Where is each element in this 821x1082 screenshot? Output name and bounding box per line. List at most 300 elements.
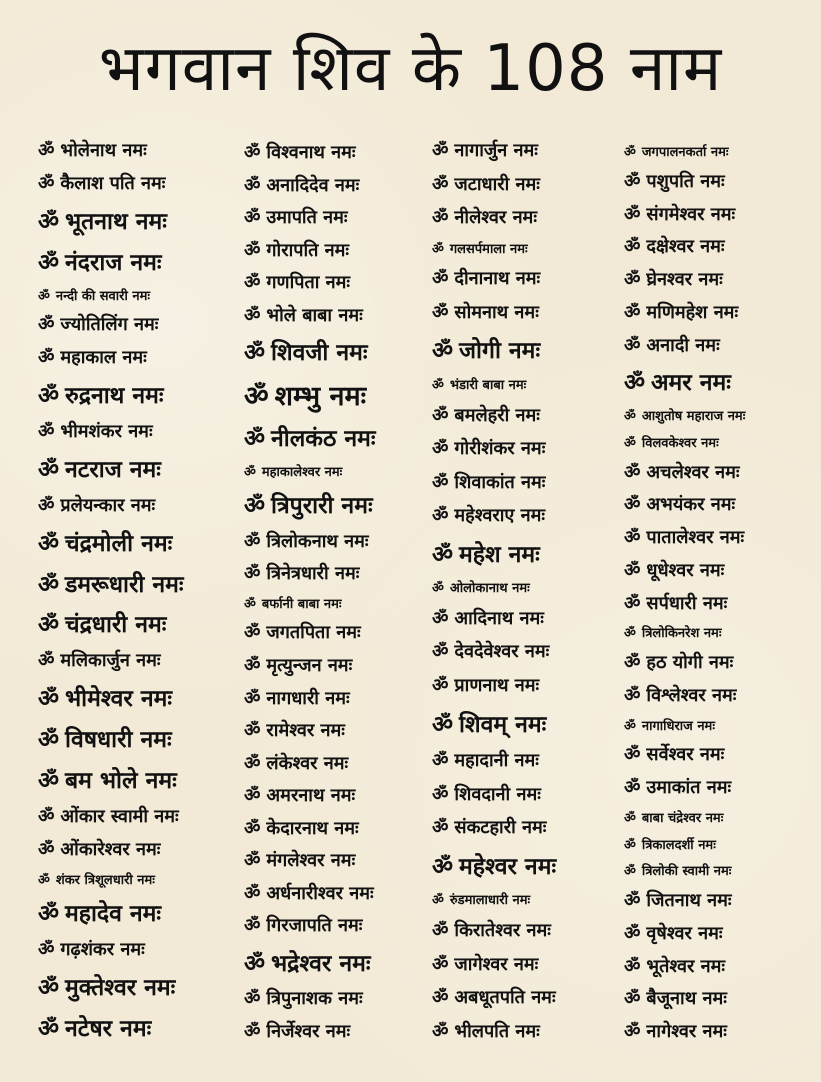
- name-text: शिवाकांत नमः: [454, 471, 546, 493]
- name-text: नागार्जुन नमः: [454, 140, 538, 161]
- om-symbol-icon: ॐ: [244, 950, 265, 977]
- om-symbol-icon: ॐ: [432, 641, 449, 663]
- om-symbol-icon: ॐ: [38, 805, 55, 827]
- name-text: वृषेश्वर नमः: [646, 922, 723, 944]
- name-entry: [38, 970, 244, 1002]
- name-text: भोले बाबा नमः: [266, 304, 363, 326]
- name-entry: [38, 648, 244, 672]
- om-symbol-icon: ॐ: [244, 785, 261, 807]
- name-entry: [624, 169, 798, 193]
- om-symbol-icon: ॐ: [244, 272, 261, 294]
- name-text: नंदराज नमः: [64, 249, 162, 276]
- name-entry: [244, 173, 432, 197]
- om-symbol-icon: ॐ: [624, 718, 636, 734]
- name-entry: [38, 345, 244, 369]
- name-entry: [624, 861, 798, 879]
- name-text: बम भोले नमः: [64, 767, 177, 794]
- name-text: देवदेवेश्वर नमः: [454, 641, 550, 663]
- om-symbol-icon: ॐ: [432, 404, 449, 426]
- om-symbol-icon: ॐ: [624, 494, 641, 516]
- om-symbol-icon: ॐ: [38, 249, 59, 276]
- name-text: भीलपति नमः: [454, 1020, 540, 1042]
- om-symbol-icon: ॐ: [432, 581, 444, 597]
- om-symbol-icon: ॐ: [38, 383, 59, 410]
- name-text: भूतेश्वर नमः: [646, 955, 726, 977]
- name-text: महेश्वर नमः: [458, 853, 557, 880]
- name-entry: [244, 946, 432, 978]
- om-symbol-icon: ॐ: [432, 783, 449, 805]
- om-symbol-icon: ॐ: [432, 711, 453, 738]
- om-symbol-icon: ॐ: [38, 686, 59, 713]
- om-symbol-icon: ॐ: [38, 208, 59, 235]
- name-entry: [38, 312, 244, 336]
- om-symbol-icon: ॐ: [624, 236, 641, 258]
- name-text: अचलेश्वर नमः: [646, 461, 740, 483]
- om-symbol-icon: ॐ: [432, 817, 449, 839]
- name-text: त्रिपुनाशक नमः: [266, 988, 363, 1010]
- om-symbol-icon: ॐ: [624, 559, 641, 581]
- name-text: अमर नमः: [650, 370, 731, 397]
- name-text: घ्रेनश्वर नमः: [646, 269, 723, 290]
- name-text: रामेश्वर नमः: [266, 720, 345, 742]
- name-entry: [38, 1011, 244, 1043]
- name-entry: [432, 503, 624, 527]
- name-entry: [244, 783, 432, 807]
- name-entry: [432, 333, 624, 365]
- name-entry: [432, 890, 624, 908]
- name-entry: [624, 716, 798, 734]
- name-text: बैजूनाथ नमः: [646, 988, 727, 1010]
- name-text: भीमशंकर नमः: [60, 421, 153, 442]
- name-text: भद्रेश्वर नमः: [270, 950, 371, 977]
- name-entry: [432, 985, 624, 1009]
- om-symbol-icon: ॐ: [38, 727, 59, 753]
- name-text: महाकालेश्वर नमः: [261, 464, 343, 480]
- name-entry: [432, 138, 624, 162]
- name-text: ओलोकानाथ नमः: [449, 581, 530, 597]
- om-symbol-icon: ॐ: [244, 752, 261, 774]
- name-text: दीनानाथ नमः: [454, 268, 541, 290]
- name-entry: [432, 266, 624, 290]
- name-entry: [624, 492, 798, 516]
- name-entry: [244, 488, 432, 520]
- name-entry: [432, 782, 624, 806]
- name-entry: [244, 686, 432, 710]
- name-entry: [432, 952, 624, 976]
- om-symbol-icon: ॐ: [244, 654, 261, 676]
- om-symbol-icon: ॐ: [432, 953, 449, 975]
- name-text: जितनाथ नमः: [646, 890, 732, 911]
- name-entry: [432, 748, 624, 772]
- om-symbol-icon: ॐ: [38, 172, 55, 194]
- name-text: त्रिनेत्रधारी नमः: [266, 563, 360, 585]
- name-entry: [38, 870, 244, 888]
- om-symbol-icon: ॐ: [38, 140, 55, 161]
- om-symbol-icon: ॐ: [624, 203, 641, 225]
- name-text: जगपालनकर्ता नमः: [641, 145, 729, 160]
- om-symbol-icon: ॐ: [432, 207, 449, 229]
- name-text: विलवकेश्वर नमः: [641, 435, 719, 451]
- om-symbol-icon: ॐ: [624, 435, 636, 451]
- name-text: आशुतोष महाराज नमः: [641, 409, 746, 424]
- name-entry: [432, 205, 624, 229]
- name-text: चंद्रमोली नमः: [64, 530, 173, 557]
- name-text: जगतपिता नमः: [266, 622, 361, 644]
- name-entry: [624, 300, 798, 324]
- name-entry: [432, 707, 624, 739]
- name-entry: [244, 594, 432, 612]
- name-entry: [432, 300, 624, 324]
- name-entry: [624, 921, 798, 945]
- om-symbol-icon: ॐ: [624, 890, 641, 911]
- name-entry: [38, 681, 244, 713]
- name-text: विश्लेश्वर नमः: [646, 684, 737, 706]
- name-text: भंडारी बाबा नमः: [449, 377, 527, 393]
- name-text: निर्जेश्वर नमः: [266, 1020, 351, 1042]
- name-entry: [244, 881, 432, 905]
- om-symbol-icon: ॐ: [624, 592, 641, 614]
- name-text: सर्पधारी नमः: [646, 592, 728, 614]
- name-text: रुंडमालाधारी नमः: [449, 893, 531, 909]
- name-text: त्रिपुरारी नमः: [270, 493, 373, 520]
- name-entry: [38, 452, 244, 484]
- name-text: महाकाल नमः: [60, 347, 147, 369]
- name-entry: [38, 763, 244, 795]
- om-symbol-icon: ॐ: [624, 527, 641, 548]
- om-symbol-icon: ॐ: [244, 622, 261, 644]
- om-symbol-icon: ॐ: [432, 750, 449, 772]
- om-symbol-icon: ॐ: [244, 493, 265, 520]
- name-entry: [244, 1019, 432, 1043]
- name-entry: [624, 365, 798, 397]
- name-text: दक्षेश्वर नमः: [646, 236, 725, 258]
- name-entry: [244, 335, 432, 367]
- name-entry: [624, 888, 798, 912]
- om-symbol-icon: ॐ: [38, 421, 55, 442]
- name-entry: [38, 937, 244, 961]
- name-entry: [624, 683, 798, 707]
- om-symbol-icon: ॐ: [38, 975, 59, 1002]
- name-text: महादानी नमः: [454, 750, 539, 772]
- name-entry: [624, 202, 798, 226]
- om-symbol-icon: ॐ: [624, 864, 636, 880]
- name-entry: [244, 848, 432, 872]
- om-symbol-icon: ॐ: [432, 377, 444, 393]
- name-entry: [244, 238, 432, 262]
- name-entry: [38, 286, 244, 304]
- name-entry: [432, 172, 624, 196]
- name-text: प्रलेयन्कार नमः: [60, 494, 156, 516]
- name-entry: [244, 270, 432, 294]
- om-symbol-icon: ॐ: [244, 174, 261, 196]
- name-entry: [624, 954, 798, 978]
- name-text: अनादिदेव नमः: [266, 174, 360, 196]
- name-entry: [624, 406, 798, 424]
- name-entry: [244, 653, 432, 677]
- name-text: नागेश्वर नमः: [646, 1021, 727, 1042]
- name-text: मंगलेश्वर नमः: [266, 850, 356, 872]
- om-symbol-icon: ॐ: [244, 207, 261, 229]
- name-text: गोरापति नमः: [266, 239, 350, 261]
- name-text: अमरनाथ नमः: [266, 785, 356, 807]
- name-entry: [432, 639, 624, 663]
- name-text: लंकेश्वर नमः: [266, 752, 349, 774]
- om-symbol-icon: ॐ: [38, 494, 55, 516]
- name-text: बर्फानी बाबा नमः: [261, 596, 342, 612]
- om-symbol-icon: ॐ: [244, 1020, 261, 1042]
- name-entry: [432, 239, 624, 257]
- name-text: उमाकांत नमः: [646, 777, 732, 798]
- name-entry: [624, 558, 798, 582]
- name-text: ओंकार स्वामी नमः: [60, 805, 179, 827]
- om-symbol-icon: ॐ: [432, 675, 449, 696]
- name-entry: [624, 267, 798, 291]
- name-text: पशुपति नमः: [646, 170, 725, 192]
- name-text: महेश्वराए नमः: [454, 505, 546, 527]
- om-symbol-icon: ॐ: [244, 464, 256, 480]
- name-text: शिवजी नमः: [270, 340, 368, 367]
- om-symbol-icon: ॐ: [432, 853, 453, 880]
- name-entry: [244, 140, 432, 164]
- om-symbol-icon: ॐ: [38, 1016, 59, 1042]
- name-entry: [432, 1019, 624, 1043]
- om-symbol-icon: ॐ: [244, 850, 261, 872]
- name-text: भोलेनाथ नमः: [60, 140, 147, 161]
- om-symbol-icon: ॐ: [624, 988, 641, 1010]
- name-text: भीमेश्वर नमः: [64, 686, 173, 713]
- name-text: गणपिता नमः: [266, 272, 351, 294]
- name-text: मणिमहेश नमः: [646, 301, 739, 323]
- om-symbol-icon: ॐ: [432, 541, 453, 568]
- om-symbol-icon: ॐ: [624, 370, 645, 397]
- name-entry: [38, 837, 244, 861]
- om-symbol-icon: ॐ: [624, 922, 641, 944]
- name-entry: [244, 303, 432, 327]
- name-entry: [38, 204, 244, 236]
- om-symbol-icon: ॐ: [38, 939, 55, 961]
- om-symbol-icon: ॐ: [38, 288, 50, 304]
- om-symbol-icon: ॐ: [244, 882, 261, 904]
- name-entry: [432, 578, 624, 596]
- name-entry: [624, 333, 798, 357]
- name-text: नीलेश्वर नमः: [454, 207, 537, 229]
- om-symbol-icon: ॐ: [244, 988, 261, 1010]
- name-entry: [624, 142, 798, 160]
- om-symbol-icon: ॐ: [432, 338, 453, 365]
- name-entry: [38, 419, 244, 443]
- name-text: नन्दी की सवारी नमः: [55, 288, 150, 304]
- name-entry: [624, 525, 798, 549]
- om-symbol-icon: ॐ: [432, 607, 449, 629]
- om-symbol-icon: ॐ: [432, 140, 449, 161]
- om-symbol-icon: ॐ: [244, 239, 261, 261]
- names-column-2: [244, 138, 432, 1043]
- name-text: शंकर त्रिशूलधारी नमः: [55, 872, 155, 888]
- name-text: उमापति नमः: [266, 207, 348, 229]
- names-grid: [38, 138, 798, 1043]
- name-entry: [624, 775, 798, 799]
- name-text: त्रिलोकनाथ नमः: [266, 530, 369, 552]
- om-symbol-icon: ॐ: [624, 409, 636, 424]
- name-text: त्रिलोकी स्वामी नमः: [641, 864, 732, 880]
- name-entry: [244, 913, 432, 937]
- om-symbol-icon: ॐ: [432, 471, 449, 493]
- name-entry: [38, 138, 244, 162]
- om-symbol-icon: ॐ: [624, 810, 636, 826]
- name-entry: [432, 673, 624, 697]
- name-entry: [432, 606, 624, 630]
- name-entry: [624, 650, 798, 674]
- name-text: जटाधारी नमः: [454, 173, 540, 195]
- name-text: अभयंकर नमः: [646, 494, 736, 516]
- name-text: गलसर्पमाला नमः: [449, 241, 528, 257]
- om-symbol-icon: ॐ: [244, 530, 261, 552]
- name-text: त्रिलोकिनरेश नमः: [641, 626, 722, 642]
- om-symbol-icon: ॐ: [432, 505, 449, 527]
- name-text: जोगी नमः: [458, 338, 541, 365]
- om-symbol-icon: ॐ: [244, 563, 261, 585]
- name-entry: [624, 835, 798, 853]
- om-symbol-icon: ॐ: [432, 919, 449, 941]
- name-entry: [432, 537, 624, 569]
- name-text: केदारनाथ नमः: [266, 817, 359, 839]
- name-entry: [624, 234, 798, 258]
- om-symbol-icon: ॐ: [244, 380, 269, 412]
- om-symbol-icon: ॐ: [38, 767, 59, 794]
- om-symbol-icon: ॐ: [432, 241, 444, 257]
- name-entry: [624, 986, 798, 1010]
- name-text: जागेश्वर नमः: [454, 953, 539, 975]
- name-text: नीलकंठ नमः: [270, 426, 376, 453]
- name-text: गिरजापति नमः: [266, 915, 363, 937]
- om-symbol-icon: ॐ: [38, 872, 50, 888]
- name-text: नागाधिराज नमः: [641, 718, 715, 734]
- name-entry: [432, 436, 624, 460]
- name-text: शिवम् नमः: [458, 711, 547, 738]
- name-entry: [624, 1019, 798, 1043]
- name-entry: [432, 403, 624, 427]
- om-symbol-icon: ॐ: [624, 744, 641, 766]
- name-entry: [244, 718, 432, 742]
- om-symbol-icon: ॐ: [38, 456, 59, 483]
- om-symbol-icon: ॐ: [624, 170, 641, 192]
- name-entry: [624, 808, 798, 826]
- om-symbol-icon: ॐ: [624, 1021, 641, 1042]
- name-entry: [38, 171, 244, 195]
- om-symbol-icon: ॐ: [38, 314, 55, 336]
- name-text: रुद्रनाथ नमः: [64, 383, 164, 410]
- name-text: नटराज नमः: [64, 456, 161, 483]
- name-text: बाबा चंद्रेश्वर नमः: [641, 810, 724, 826]
- om-symbol-icon: ॐ: [432, 893, 444, 909]
- name-text: महादेव नमः: [64, 901, 162, 928]
- name-text: सर्वेश्वर नमः: [646, 744, 725, 766]
- om-symbol-icon: ॐ: [38, 650, 55, 672]
- om-symbol-icon: ॐ: [624, 684, 641, 706]
- name-text: अनादी नमः: [646, 334, 720, 356]
- name-entry: [38, 526, 244, 558]
- name-entry: [624, 433, 798, 451]
- name-text: पातालेश्वर नमः: [646, 527, 745, 548]
- name-entry: [244, 421, 432, 453]
- name-text: प्राणनाथ नमः: [454, 675, 540, 696]
- name-entry: [244, 986, 432, 1010]
- name-text: भूतनाथ नमः: [64, 208, 167, 235]
- name-entry: [38, 896, 244, 928]
- name-text: किरातेश्वर नमः: [454, 919, 551, 941]
- name-text: सोमनाथ नमः: [454, 301, 539, 323]
- om-symbol-icon: ॐ: [244, 340, 265, 367]
- names-column-4: [624, 138, 798, 1043]
- om-symbol-icon: ॐ: [624, 837, 636, 853]
- name-entry: [38, 607, 244, 639]
- page-title: भगवान शिव के 108 नाम: [98, 32, 723, 106]
- om-symbol-icon: ॐ: [624, 334, 641, 356]
- om-symbol-icon: ॐ: [624, 777, 641, 798]
- om-symbol-icon: ॐ: [432, 1020, 449, 1042]
- name-entry: [38, 567, 244, 599]
- om-symbol-icon: ॐ: [244, 304, 261, 326]
- name-text: आदिनाथ नमः: [454, 607, 544, 629]
- name-text: अर्धनारीश्वर नमः: [266, 882, 374, 904]
- name-entry: [244, 561, 432, 585]
- om-symbol-icon: ॐ: [432, 438, 449, 460]
- om-symbol-icon: ॐ: [38, 838, 55, 860]
- name-text: त्रिकालदर्शी नमः: [641, 837, 716, 853]
- name-entry: [38, 722, 244, 754]
- om-symbol-icon: ॐ: [244, 720, 261, 742]
- name-entry: [624, 742, 798, 766]
- name-text: मृत्युन्जन नमः: [266, 654, 353, 676]
- om-symbol-icon: ॐ: [432, 173, 449, 195]
- om-symbol-icon: ॐ: [624, 269, 641, 290]
- om-symbol-icon: ॐ: [624, 652, 641, 673]
- om-symbol-icon: ॐ: [624, 461, 641, 483]
- name-text: शिवदानी नमः: [454, 783, 541, 805]
- om-symbol-icon: ॐ: [624, 145, 636, 160]
- name-text: संकटहारी नमः: [454, 817, 547, 839]
- name-text: विषधारी नमः: [64, 727, 172, 753]
- name-entry: [432, 470, 624, 494]
- name-text: कैलाश पति नमः: [60, 172, 166, 194]
- name-text: विश्वनाथ नमः: [266, 142, 356, 163]
- om-symbol-icon: ॐ: [624, 301, 641, 323]
- om-symbol-icon: ॐ: [624, 955, 641, 977]
- name-text: ज्योतिलिंग नमः: [60, 314, 159, 336]
- om-symbol-icon: ॐ: [244, 915, 261, 937]
- name-entry: [38, 245, 244, 277]
- name-text: नटेषर नमः: [64, 1016, 152, 1042]
- om-symbol-icon: ॐ: [244, 596, 256, 612]
- names-column-3: [432, 138, 624, 1043]
- name-entry: [38, 378, 244, 410]
- name-text: चंद्रधारी नमः: [64, 612, 167, 639]
- name-entry: [624, 460, 798, 484]
- om-symbol-icon: ॐ: [624, 626, 636, 642]
- om-symbol-icon: ॐ: [432, 987, 449, 1009]
- om-symbol-icon: ॐ: [38, 347, 55, 369]
- name-text: मलिकार्जुन नमः: [60, 650, 161, 672]
- name-entry: [624, 623, 798, 641]
- name-entry: [432, 849, 624, 881]
- name-text: हठ योगी नमः: [646, 652, 734, 673]
- om-symbol-icon: ॐ: [38, 571, 59, 598]
- om-symbol-icon: ॐ: [244, 817, 261, 839]
- name-entry: [244, 529, 432, 553]
- om-symbol-icon: ॐ: [244, 687, 261, 709]
- name-entry: [244, 816, 432, 840]
- name-text: गोरीशंकर नमः: [454, 438, 546, 460]
